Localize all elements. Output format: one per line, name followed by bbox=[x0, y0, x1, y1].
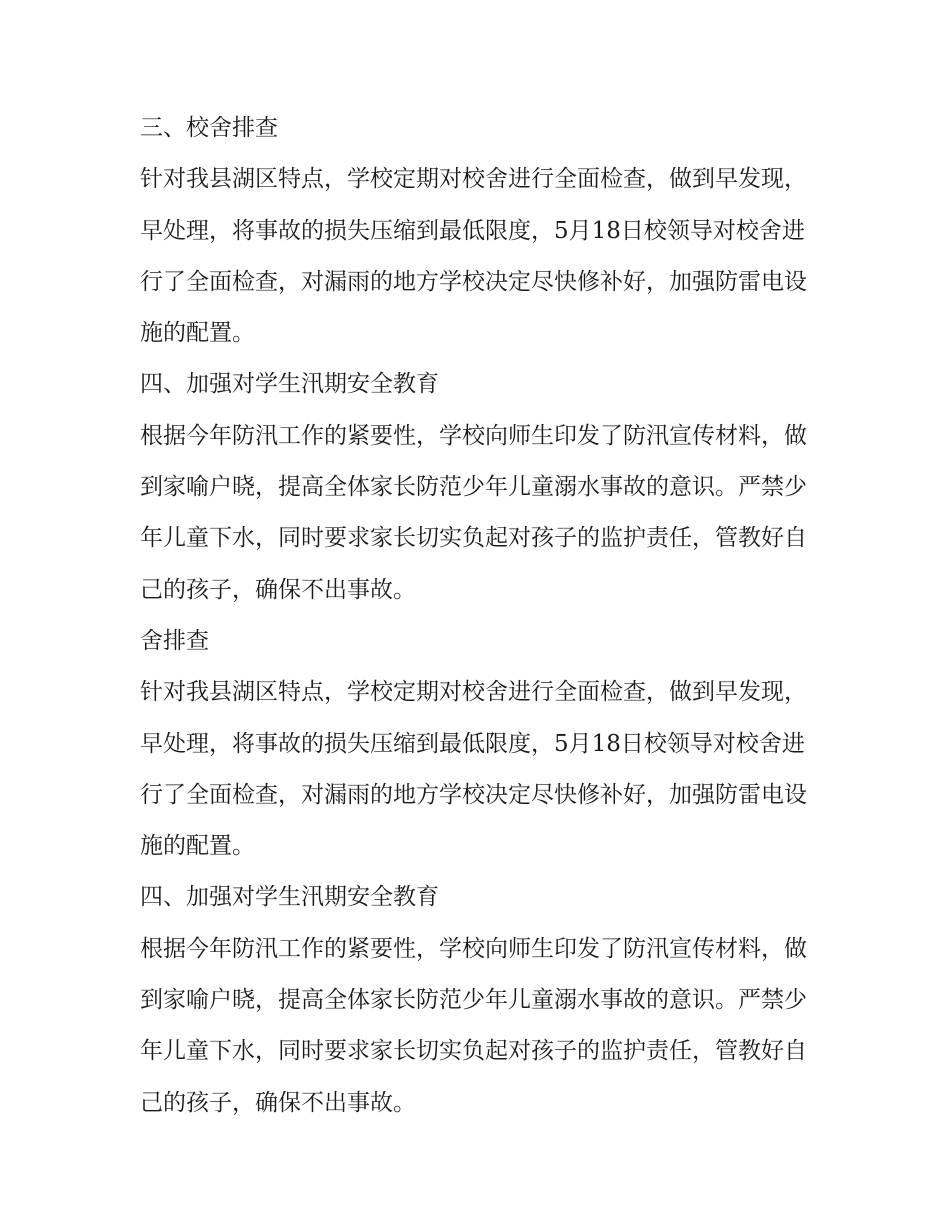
section-heading-campus-inspection: 三、校舍排查 bbox=[140, 115, 278, 141]
section-heading-flood-safety-education-repeat: 四、加强对学生汛期安全教育 bbox=[140, 884, 439, 911]
document-body bbox=[140, 103, 820, 1129]
paragraph-campus-inspection: 针对我县湖区特点，学校定期对校舍进行全面检查，做到早发现，早处理，将事故的损失压缩到最低限度，5月18日校领导对校舍进行了全面检查，对漏雨的地方学校决定尽快修补好，加强防雷电设施的配置。 bbox=[140, 166, 807, 347]
paragraph-flood-safety-education-repeat: 根据今年防汛工作的紧要性，学校向师生印发了防汛宣传材料，做到家喻户晓，提高全体家长防范少年儿童溺水事故的意识。严禁少年儿童下水，同时要求家长切实负起对孩子的监护责任，管教好自己的孩子，确保不出事故。 bbox=[140, 935, 807, 1116]
paragraph-flood-safety-education: 根据今年防汛工作的紧要性，学校向师生印发了防汛宣传材料，做到家喻户晓，提高全体家长防范少年儿童溺水事故的意识。严禁少年儿童下水，同时要求家长切实负起对孩子的监护责任，管教好自己的孩子，确保不出事故。 bbox=[140, 422, 807, 603]
section-heading-flood-safety-education: 四、加强对学生汛期安全教育 bbox=[140, 371, 439, 398]
paragraph-campus-inspection-repeat: 针对我县湖区特点，学校定期对校舍进行全面检查，做到早发现，早处理，将事故的损失压缩到最低限度，5月18日校领导对校舍进行了全面检查，对漏雨的地方学校决定尽快修补好，加强防雷电设施的配置。 bbox=[140, 679, 807, 860]
section-heading-campus-inspection-repeat: 舍排查 bbox=[140, 627, 209, 654]
